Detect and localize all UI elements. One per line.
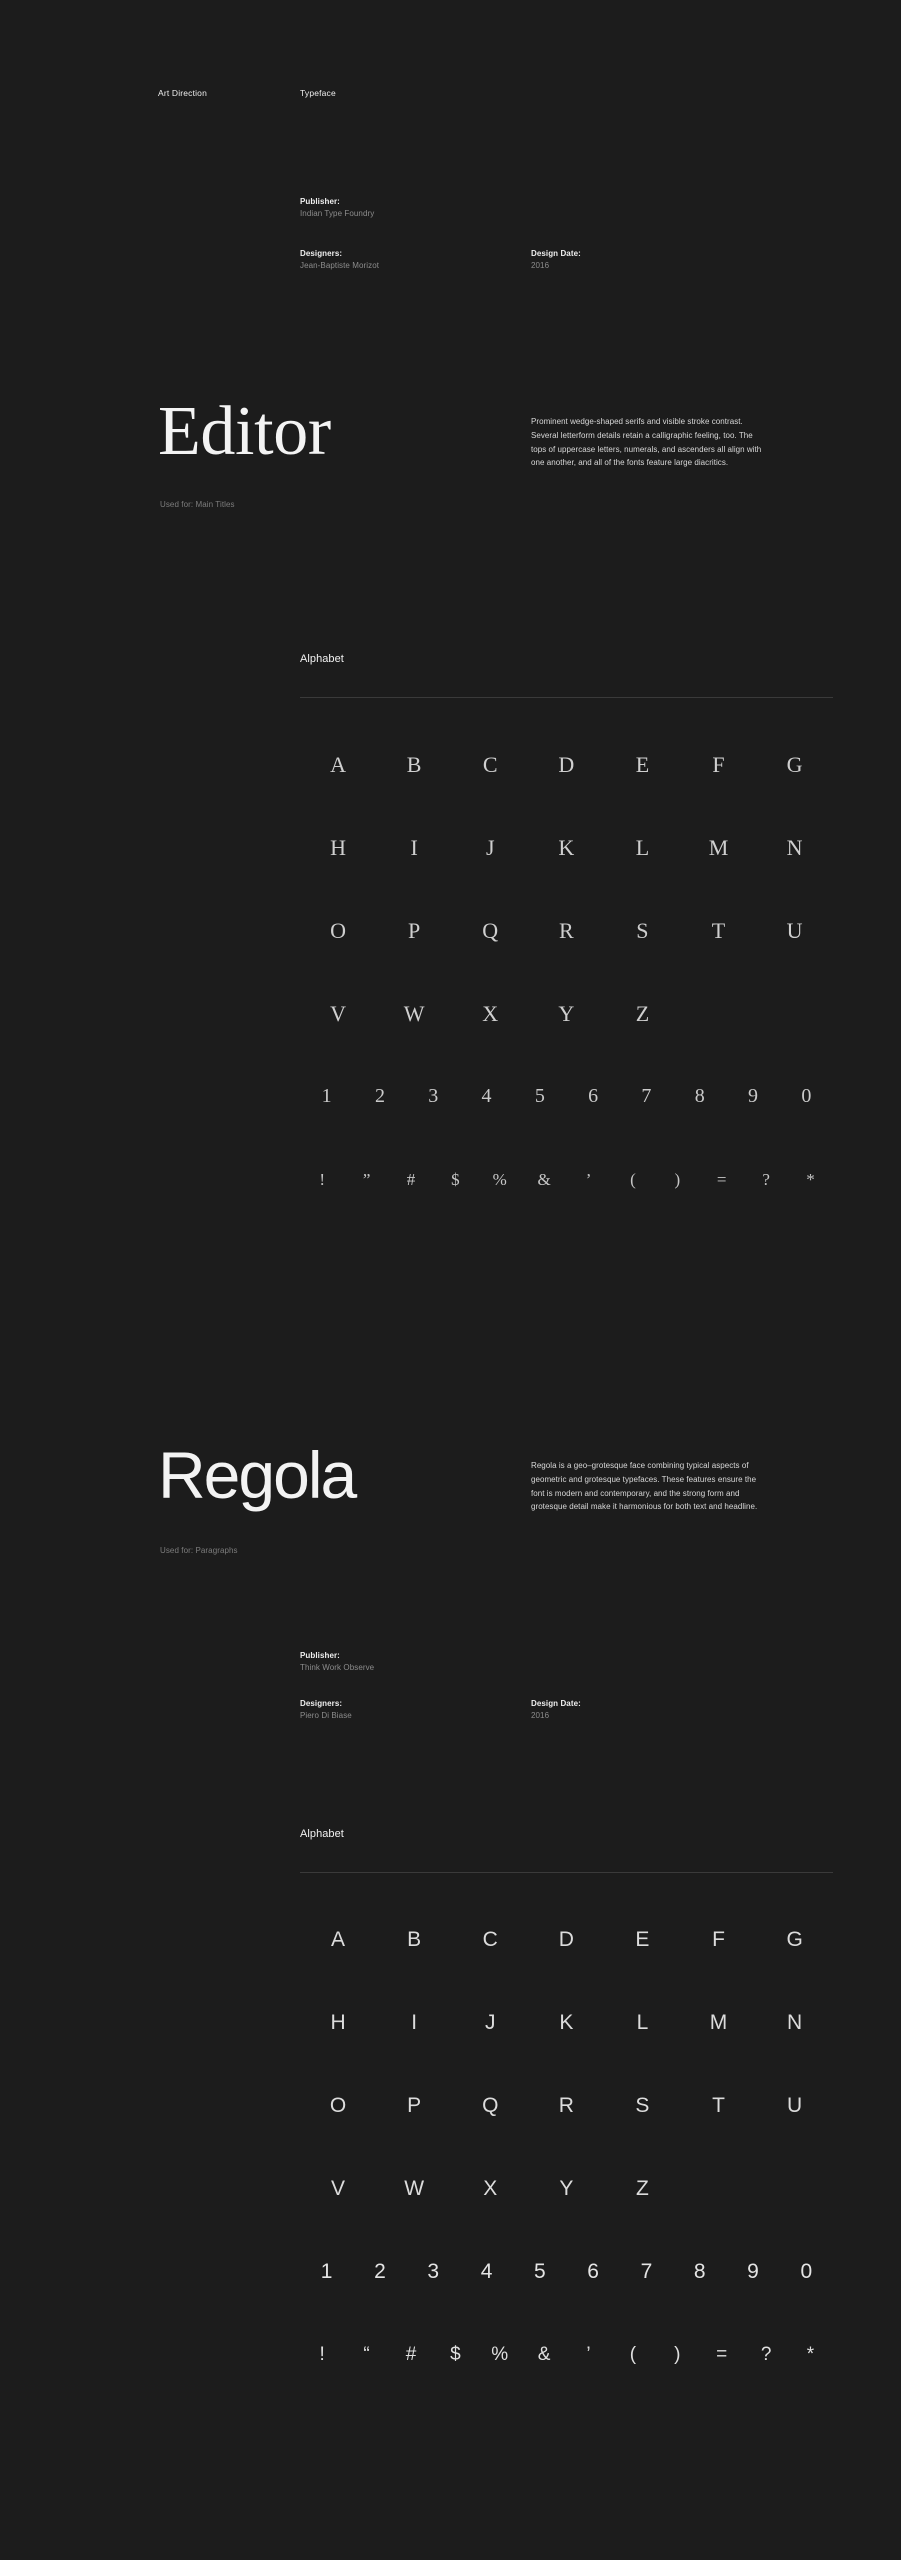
glyph: O bbox=[330, 917, 346, 943]
glyph: C bbox=[482, 751, 498, 777]
regola-design-date-credit bbox=[531, 1698, 581, 1723]
symbol: % bbox=[492, 1169, 507, 1189]
numeral: 6 bbox=[588, 1085, 599, 1107]
numeral: 0 bbox=[800, 2259, 813, 2283]
glyph: M bbox=[708, 834, 729, 860]
glyph: L bbox=[636, 2010, 649, 2034]
glyph: N bbox=[787, 2010, 803, 2034]
glyph: T bbox=[711, 917, 726, 943]
glyph: V bbox=[330, 1000, 346, 1026]
glyph-row bbox=[300, 2064, 833, 2147]
glyph: K bbox=[558, 834, 575, 860]
numeral: 4 bbox=[481, 1085, 492, 1107]
publisher-value: Think Work Observe bbox=[300, 1663, 375, 1673]
alphabet-heading-regola: Alphabet bbox=[300, 1828, 344, 1840]
designers-label: Designers: bbox=[300, 1699, 343, 1708]
glyph: D bbox=[558, 1927, 574, 1951]
glyph: U bbox=[786, 917, 803, 943]
numeral-row bbox=[300, 2230, 833, 2313]
publisher-label: Publisher: bbox=[300, 197, 340, 206]
numeral: 3 bbox=[428, 1085, 439, 1107]
glyph: Z bbox=[636, 2176, 649, 2200]
design-date-label: Design Date: bbox=[531, 249, 581, 258]
symbol: ! bbox=[319, 2343, 325, 2365]
alphabet-divider-editor bbox=[300, 697, 833, 698]
glyph: H bbox=[330, 2010, 346, 2034]
alphabet-heading-editor: Alphabet bbox=[300, 653, 344, 665]
glyph-row bbox=[300, 1898, 833, 1981]
glyph: K bbox=[559, 2010, 574, 2034]
glyph: E bbox=[635, 1927, 650, 1951]
glyph: R bbox=[558, 2093, 574, 2117]
symbol: ? bbox=[760, 2343, 772, 2365]
glyph-row bbox=[300, 806, 833, 889]
designers-value: Piero Di Biase bbox=[300, 1711, 352, 1721]
glyph: J bbox=[485, 834, 495, 860]
glyph: Q bbox=[482, 917, 499, 943]
numeral: 6 bbox=[587, 2259, 599, 2283]
glyph-row bbox=[300, 1981, 833, 2064]
symbol: $ bbox=[451, 1169, 460, 1189]
editor-designers-credit bbox=[300, 248, 379, 273]
symbol: = bbox=[716, 1169, 727, 1189]
glyph: I bbox=[410, 834, 418, 860]
symbol: ) bbox=[674, 2343, 681, 2365]
glyph: R bbox=[558, 917, 574, 943]
symbol: ) bbox=[674, 1169, 681, 1189]
symbol: $ bbox=[450, 2343, 461, 2365]
numeral: 5 bbox=[533, 2259, 546, 2283]
editor-design-date-credit bbox=[531, 248, 581, 273]
numeral-grid-editor bbox=[300, 1055, 833, 1221]
editor-publisher-credit bbox=[300, 196, 374, 221]
numeral: 2 bbox=[374, 1085, 385, 1107]
numeral: 4 bbox=[480, 2259, 493, 2283]
symbol: # bbox=[405, 2343, 417, 2365]
symbol: * bbox=[806, 1169, 815, 1189]
symbol: = bbox=[716, 2343, 728, 2365]
numeral: 9 bbox=[748, 1085, 759, 1107]
symbol-row bbox=[300, 2313, 833, 2396]
glyph: D bbox=[558, 751, 575, 777]
numeral-grid-regola bbox=[300, 2230, 833, 2396]
specimen-usedfor-editor: Used for: Main Titles bbox=[160, 500, 235, 509]
glyph: P bbox=[407, 2093, 422, 2117]
glyph: A bbox=[331, 1927, 346, 1951]
glyph: Y bbox=[558, 1000, 575, 1026]
glyph-row bbox=[300, 2147, 833, 2230]
glyph: A bbox=[330, 751, 346, 777]
numeral: 9 bbox=[747, 2259, 759, 2283]
glyph: E bbox=[635, 751, 650, 777]
glyph: S bbox=[636, 917, 649, 943]
design-date-label: Design Date: bbox=[531, 1699, 581, 1708]
specimen-title-editor: Editor bbox=[158, 393, 331, 470]
symbol: “ bbox=[363, 2343, 370, 2365]
numeral: 7 bbox=[641, 1085, 652, 1107]
publisher-label: Publisher: bbox=[300, 1651, 340, 1660]
specimen-description-regola: Regola is a geo–grotesque face combining typical aspects of geometric and grotesque typefaces. These features ensure the font is modern and contemporary, and the strong form and grotesque detail make it harmonious for both text and headline. bbox=[531, 1461, 758, 1512]
numeral-row bbox=[300, 1055, 833, 1138]
numeral: 3 bbox=[427, 2259, 440, 2283]
glyph: L bbox=[635, 834, 650, 860]
glyph: O bbox=[329, 2093, 347, 2117]
glyph: Z bbox=[635, 1000, 650, 1026]
glyph: S bbox=[635, 2093, 650, 2117]
designers-value: Jean-Baptiste Morizot bbox=[300, 261, 380, 271]
symbol: & bbox=[537, 1169, 551, 1189]
regola-publisher-credit bbox=[300, 1650, 374, 1675]
glyph: M bbox=[709, 2010, 728, 2034]
glyph: Q bbox=[482, 2093, 499, 2117]
designers-label: Designers: bbox=[300, 249, 343, 258]
glyph: T bbox=[712, 2093, 725, 2117]
design-date-value: 2016 bbox=[531, 1711, 550, 1721]
symbol: # bbox=[406, 1169, 416, 1189]
design-date-value: 2016 bbox=[531, 261, 550, 271]
symbol: ’ bbox=[585, 1169, 592, 1189]
glyph: G bbox=[786, 1927, 803, 1951]
numeral: 7 bbox=[640, 2259, 653, 2283]
glyph: N bbox=[786, 834, 803, 860]
symbol: ? bbox=[762, 1169, 770, 1189]
specimen-usedfor-regola: Used for: Paragraphs bbox=[160, 1546, 238, 1555]
glyph: F bbox=[712, 1927, 725, 1951]
publisher-value: Indian Type Foundry bbox=[300, 209, 375, 219]
glyph: Y bbox=[559, 2176, 574, 2200]
symbol: ( bbox=[629, 2343, 637, 2365]
glyph-row bbox=[300, 972, 833, 1055]
glyph-row bbox=[300, 723, 833, 806]
glyph: B bbox=[406, 751, 422, 777]
numeral: 1 bbox=[321, 1085, 332, 1107]
numeral: 1 bbox=[320, 2259, 333, 2283]
glyph: X bbox=[482, 1000, 499, 1026]
symbol: & bbox=[537, 2343, 551, 2365]
numeral: 8 bbox=[693, 2259, 706, 2283]
alphabet-divider-regola bbox=[300, 1872, 833, 1873]
glyph: U bbox=[787, 2093, 803, 2117]
symbol: ” bbox=[362, 1169, 371, 1189]
glyph: P bbox=[408, 917, 421, 943]
symbol-row bbox=[300, 1138, 833, 1221]
glyph: V bbox=[331, 2176, 346, 2200]
art-direction-label: Art Direction bbox=[158, 88, 207, 98]
symbol: ( bbox=[630, 1169, 636, 1189]
typeface-label: Typeface bbox=[300, 88, 336, 98]
glyph: J bbox=[484, 2010, 496, 2034]
symbol: ! bbox=[319, 1169, 326, 1189]
glyph-grid-editor bbox=[300, 723, 833, 1055]
glyph: H bbox=[330, 834, 346, 860]
numeral: 2 bbox=[374, 2259, 386, 2283]
symbol: % bbox=[491, 2343, 509, 2365]
symbol: * bbox=[806, 2343, 815, 2365]
glyph: X bbox=[483, 2176, 498, 2200]
glyph: W bbox=[404, 2176, 425, 2200]
numeral: 5 bbox=[534, 1085, 545, 1107]
glyph: B bbox=[407, 1927, 422, 1951]
numeral: 8 bbox=[694, 1085, 705, 1107]
specimen-description-editor: Prominent wedge-shaped serifs and visible stroke contrast. Several letterform details retain a calligraphic feeling, too. The tops of uppercase letters, numerals, and ascenders all align with one another, and all of the fonts feature large diacritics. bbox=[531, 417, 762, 468]
glyph: G bbox=[786, 751, 803, 777]
glyph-row bbox=[300, 889, 833, 972]
specimen-title-regola: Regola bbox=[158, 1438, 356, 1512]
glyph-grid-regola bbox=[300, 1898, 833, 2230]
glyph: F bbox=[712, 751, 725, 777]
glyph: C bbox=[482, 1927, 498, 1951]
glyph: I bbox=[411, 2010, 418, 2034]
numeral: 0 bbox=[801, 1085, 812, 1107]
symbol: ’ bbox=[586, 2343, 591, 2365]
regola-designers-credit bbox=[300, 1698, 352, 1723]
glyph: W bbox=[403, 1000, 425, 1026]
